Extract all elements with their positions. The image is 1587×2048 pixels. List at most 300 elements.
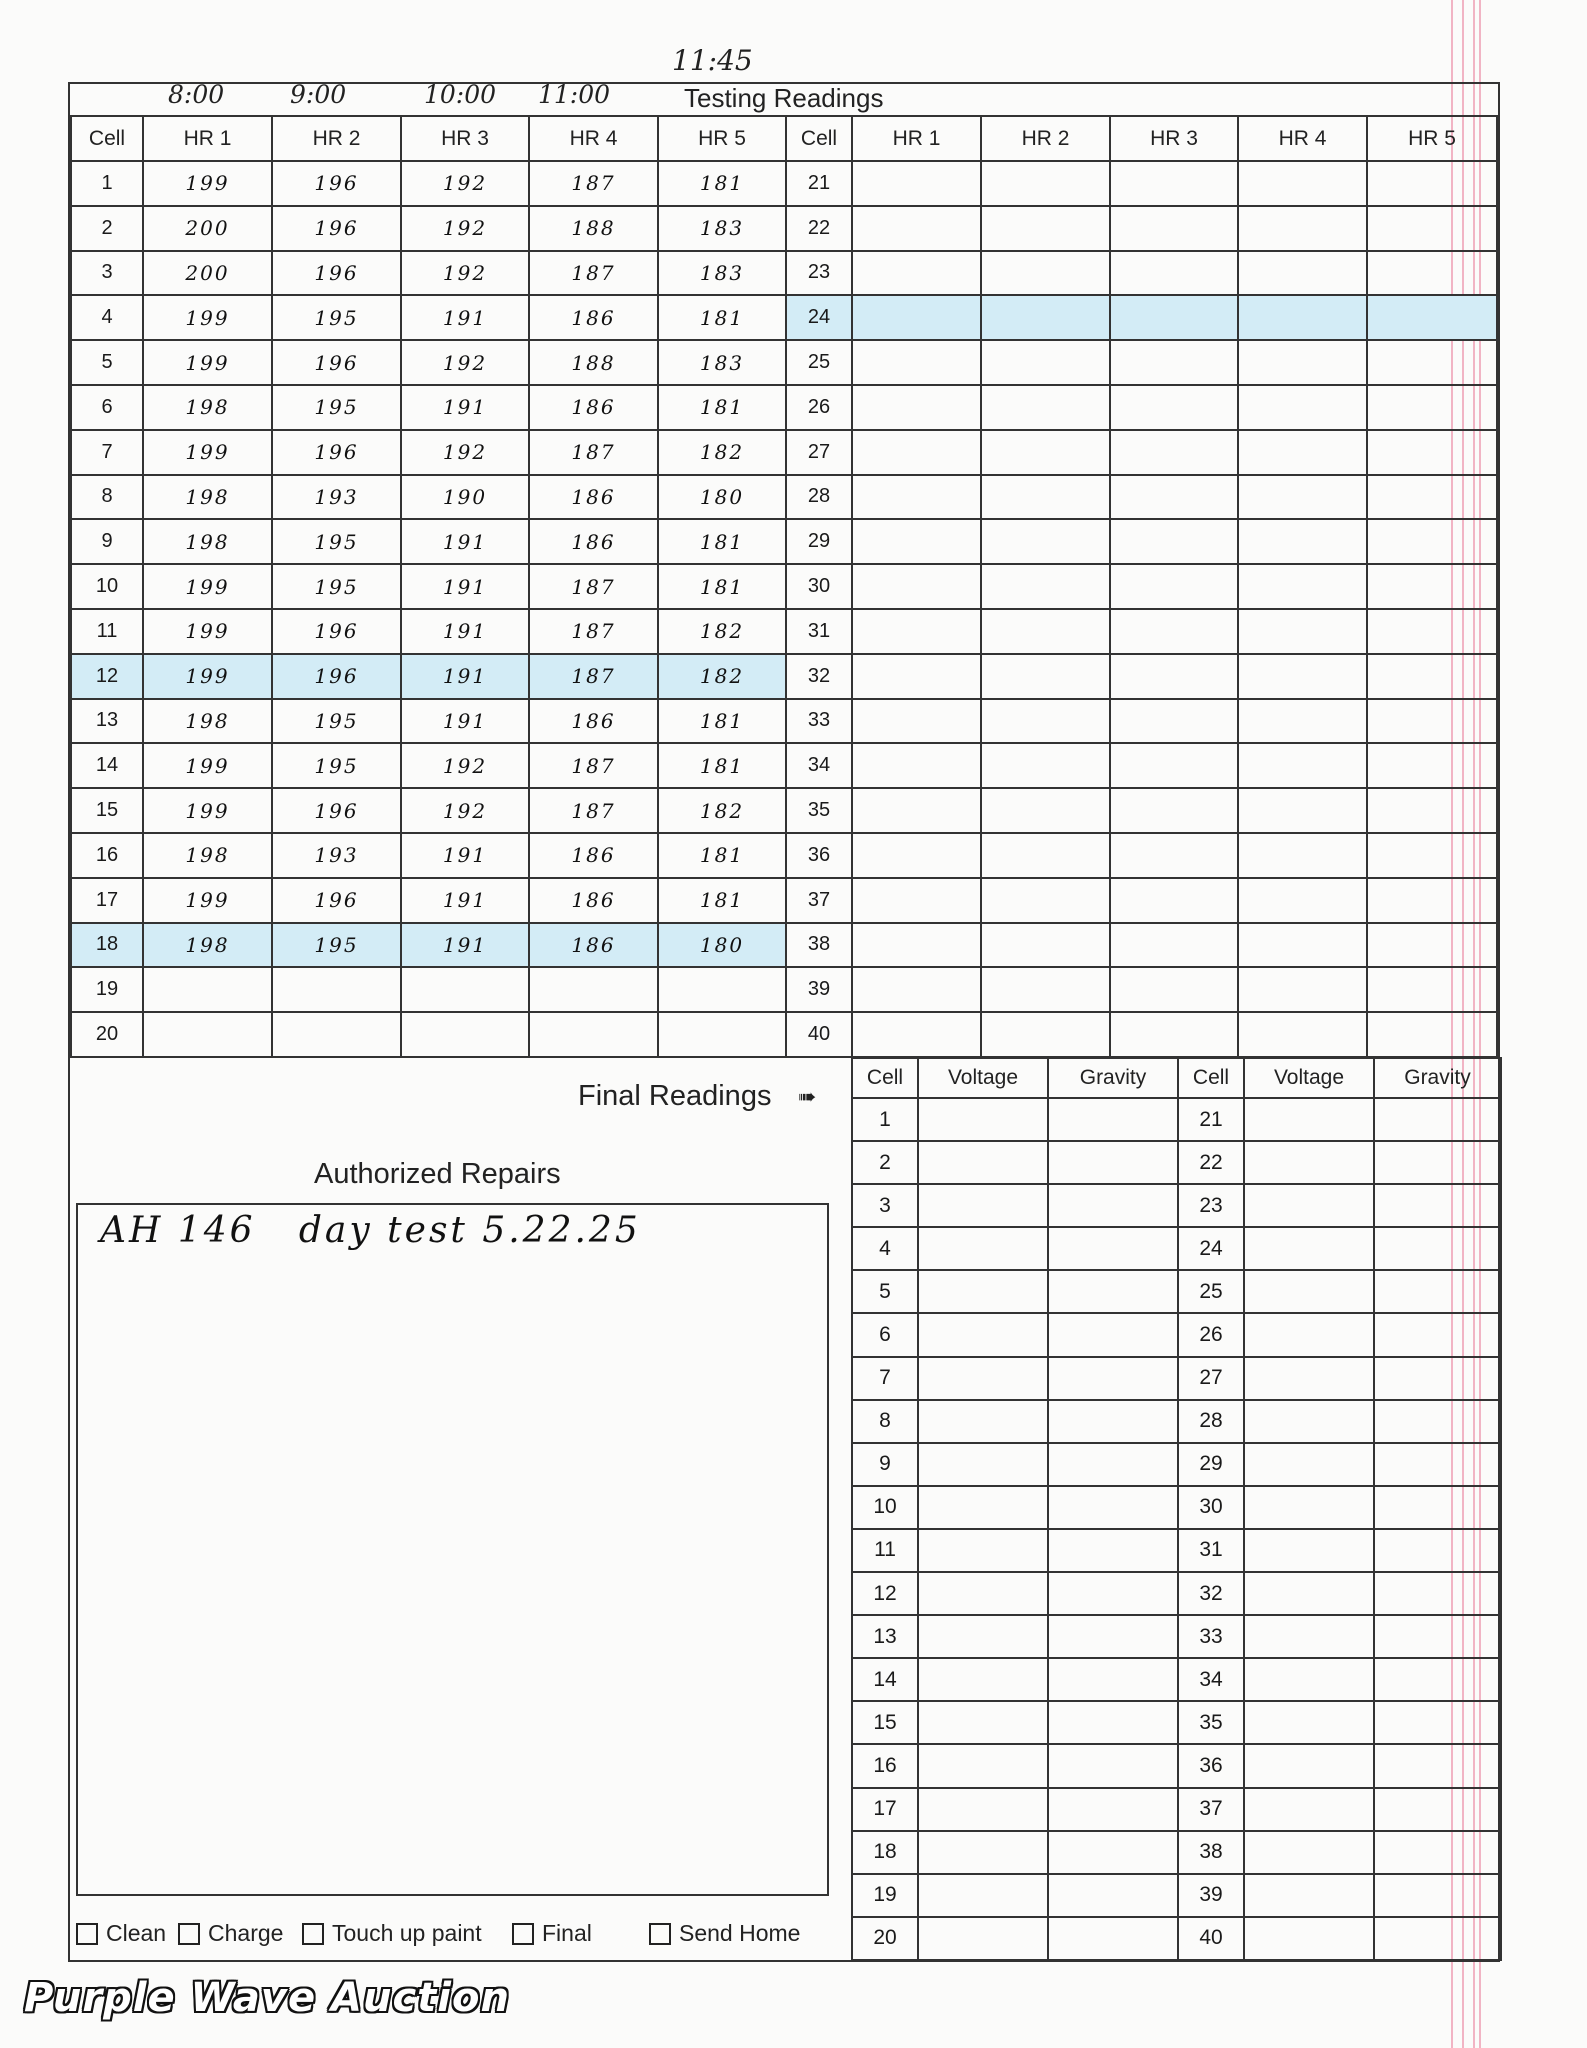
reading-cell-empty [1238,519,1367,564]
header-cell: Cell [71,116,143,161]
reading-cell-empty [852,430,981,475]
reading-cell: 199 [143,743,272,788]
reading-cell-empty [852,564,981,609]
reading-cell: 191 [401,833,529,878]
final-value-empty [1244,1529,1374,1572]
testing-row [71,1012,1497,1057]
cell-number: 32 [1178,1572,1244,1615]
repairs-box[interactable] [76,1203,829,1896]
cell-number: 15 [852,1701,918,1744]
final-value-empty [918,1443,1048,1486]
cell-number: 11 [852,1529,918,1572]
reading-cell-empty [981,1012,1110,1057]
final-value-empty [1374,1270,1501,1313]
final-value-empty [1244,1572,1374,1615]
final-value-empty [1244,1227,1374,1270]
cell-number: 6 [852,1313,918,1356]
final-value-empty [1048,1313,1178,1356]
reading-cell-empty [1238,878,1367,923]
reading-cell: 196 [272,788,401,833]
final-value-empty [1374,1831,1501,1874]
checkbox-icon[interactable] [649,1923,671,1945]
reading-cell: 199 [143,564,272,609]
reading-cell: 182 [658,609,786,654]
header-hr5: HR 5 [658,116,786,161]
final-value-empty [1244,1831,1374,1874]
reading-cell: 196 [272,340,401,385]
reading-cell: 181 [658,161,786,206]
reading-cell: 191 [401,923,529,968]
reading-cell-empty [1367,519,1497,564]
cell-number: 26 [786,385,852,430]
reading-cell-empty [981,743,1110,788]
testing-readings-title: Testing Readings [684,83,884,113]
final-value-empty [1244,1744,1374,1787]
reading-cell: 181 [658,385,786,430]
reading-cell [529,1012,658,1057]
cell-number: 33 [786,699,852,744]
reading-cell: 196 [272,654,401,699]
reading-cell: 181 [658,295,786,340]
checkbox-send-home[interactable] [649,1920,800,1947]
cell-number: 29 [786,519,852,564]
reading-cell: 183 [658,206,786,251]
reading-cell: 191 [401,295,529,340]
testing-row [71,161,1497,206]
testing-row [71,967,1497,1012]
cell-number: 23 [786,251,852,296]
testing-row [71,609,1497,654]
cell-number: 17 [852,1788,918,1831]
reading-cell-empty [1238,340,1367,385]
cell-number: 39 [1178,1874,1244,1917]
reading-cell-empty [852,743,981,788]
cell-number: 4 [71,295,143,340]
reading-cell: 192 [401,161,529,206]
reading-cell-empty [1367,699,1497,744]
reading-cell: 181 [658,833,786,878]
checkbox-label: Send Home [679,1920,801,1946]
reading-cell: 198 [143,699,272,744]
reading-cell: 186 [529,519,658,564]
reading-cell: 192 [401,251,529,296]
reading-cell: 186 [529,475,658,520]
reading-cell: 200 [143,251,272,296]
reading-cell-empty [1110,788,1238,833]
reading-cell-empty [852,385,981,430]
cell-number: 4 [852,1227,918,1270]
header-hr5-2: HR 5 [1367,116,1497,161]
cell-number: 34 [786,743,852,788]
final-value-empty [1244,1788,1374,1831]
final-row [852,1788,1501,1831]
reading-cell: 187 [529,251,658,296]
final-row [852,1917,1501,1960]
reading-cell: 183 [658,251,786,296]
reading-cell-empty [852,295,981,340]
final-row [852,1572,1501,1615]
cell-number: 19 [71,967,143,1012]
checkbox-charge[interactable] [178,1920,283,1947]
reading-cell-empty [1110,699,1238,744]
reading-cell-empty [1238,564,1367,609]
cell-number: 23 [1178,1184,1244,1227]
cell-number: 22 [786,206,852,251]
reading-cell-empty [1110,967,1238,1012]
final-header-cell-2: Cell [1178,1058,1244,1098]
reading-cell-empty [852,654,981,699]
cell-number: 16 [71,833,143,878]
reading-cell-empty [1110,654,1238,699]
cell-number: 10 [71,564,143,609]
final-value-empty [1244,1701,1374,1744]
final-value-empty [1244,1141,1374,1184]
reading-cell-empty [1367,788,1497,833]
reading-cell-empty [1238,161,1367,206]
final-row [852,1615,1501,1658]
header-hr2-2: HR 2 [981,116,1110,161]
reading-cell: 199 [143,340,272,385]
cell-number: 22 [1178,1141,1244,1184]
reading-cell [272,1012,401,1057]
cell-number: 1 [852,1098,918,1141]
reading-cell-empty [981,699,1110,744]
reading-cell-empty [1238,1012,1367,1057]
final-row [852,1098,1501,1141]
final-value-empty [1048,1270,1178,1313]
reading-cell: 181 [658,564,786,609]
final-value-empty [918,1701,1048,1744]
reading-cell: 188 [529,206,658,251]
final-value-empty [918,1572,1048,1615]
final-value-empty [1048,1400,1178,1443]
reading-cell: 181 [658,878,786,923]
reading-cell: 195 [272,699,401,744]
final-value-empty [918,1615,1048,1658]
final-value-empty [1048,1443,1178,1486]
reading-cell: 193 [272,475,401,520]
reading-cell-empty [1367,161,1497,206]
time-hr2: 9:00 [290,80,347,109]
reading-cell-empty [1110,251,1238,296]
reading-cell-empty [1238,654,1367,699]
final-value-empty [1048,1098,1178,1141]
cell-number: 21 [786,161,852,206]
cell-number: 5 [71,340,143,385]
reading-cell: 199 [143,430,272,475]
reading-cell: 186 [529,923,658,968]
reading-cell: 200 [143,206,272,251]
cell-number: 38 [786,923,852,968]
reading-cell-empty [1367,878,1497,923]
final-value-empty [918,1831,1048,1874]
reading-cell: 191 [401,654,529,699]
reading-cell: 191 [401,699,529,744]
testing-row [71,923,1497,968]
reading-cell-empty [1367,295,1497,340]
cell-number: 27 [1178,1357,1244,1400]
reading-cell: 191 [401,385,529,430]
testing-row [71,788,1497,833]
reading-cell-empty [981,923,1110,968]
cell-number: 37 [1178,1788,1244,1831]
cell-number: 39 [786,967,852,1012]
reading-cell-empty [981,609,1110,654]
reading-cell-empty [1110,833,1238,878]
reading-cell: 196 [272,878,401,923]
reading-cell-empty [1238,475,1367,520]
reading-cell: 182 [658,654,786,699]
reading-cell: 191 [401,519,529,564]
final-value-empty [1374,1227,1501,1270]
final-value-empty [1374,1357,1501,1400]
final-row [852,1658,1501,1701]
checkbox-icon[interactable] [178,1923,200,1945]
reading-cell-empty [981,340,1110,385]
testing-row [71,295,1497,340]
cell-number: 35 [1178,1701,1244,1744]
checkbox-label: Charge [208,1920,284,1946]
final-value-empty [1244,1357,1374,1400]
final-value-empty [1048,1141,1178,1184]
reading-cell-empty [1367,475,1497,520]
reading-cell-empty [981,564,1110,609]
reading-cell-empty [1238,923,1367,968]
final-row [852,1227,1501,1270]
checkbox-final[interactable] [512,1920,592,1947]
reading-cell-empty [1238,743,1367,788]
reading-cell-empty [1238,251,1367,296]
cell-number: 11 [71,609,143,654]
reading-cell: 192 [401,430,529,475]
final-header-voltage-2: Voltage [1244,1058,1374,1098]
reading-cell: 186 [529,878,658,923]
reading-cell: 192 [401,743,529,788]
cell-number: 14 [852,1658,918,1701]
cell-number: 3 [71,251,143,296]
final-value-empty [1244,1400,1374,1443]
final-value-empty [918,1788,1048,1831]
reading-cell: 196 [272,206,401,251]
testing-row [71,430,1497,475]
final-value-empty [918,1357,1048,1400]
final-value-empty [1244,1443,1374,1486]
reading-cell [658,1012,786,1057]
checkbox-touch-up-paint[interactable] [302,1920,482,1947]
reading-cell-empty [981,878,1110,923]
cell-number: 18 [852,1831,918,1874]
cell-number: 12 [71,654,143,699]
reading-cell-empty [1238,788,1367,833]
cell-number: 32 [786,654,852,699]
cell-number: 31 [1178,1529,1244,1572]
reading-cell-empty [981,385,1110,430]
reading-cell: 199 [143,295,272,340]
reading-cell-empty [852,161,981,206]
reading-cell-empty [1367,251,1497,296]
testing-row [71,564,1497,609]
checkbox-label: Clean [106,1920,167,1946]
reading-cell-empty [1367,340,1497,385]
final-value-empty [1048,1227,1178,1270]
final-value-empty [918,1400,1048,1443]
reading-cell: 192 [401,206,529,251]
final-row [852,1486,1501,1529]
reading-cell: 199 [143,878,272,923]
final-value-empty [1374,1313,1501,1356]
cell-number: 8 [71,475,143,520]
reading-cell-empty [981,206,1110,251]
cell-number: 13 [852,1615,918,1658]
reading-cell-empty [852,519,981,564]
cell-number: 12 [852,1572,918,1615]
reading-cell-empty [852,206,981,251]
testing-row [71,251,1497,296]
final-row [852,1744,1501,1787]
final-value-empty [1244,1486,1374,1529]
reading-cell-empty [1367,206,1497,251]
final-value-empty [918,1227,1048,1270]
reading-cell-empty [981,519,1110,564]
final-value-empty [918,1486,1048,1529]
reading-cell: 187 [529,654,658,699]
reading-cell [658,967,786,1012]
reading-cell-empty [852,923,981,968]
cell-number: 38 [1178,1831,1244,1874]
reading-cell-empty [1367,923,1497,968]
reading-cell-empty [852,1012,981,1057]
final-value-empty [1374,1874,1501,1917]
reading-cell-empty [1110,564,1238,609]
cell-number: 34 [1178,1658,1244,1701]
reading-cell: 188 [529,340,658,385]
reading-cell-empty [852,699,981,744]
testing-header-row [71,116,1497,161]
final-value-empty [1244,1270,1374,1313]
reading-cell-empty [1110,340,1238,385]
header-hr4-2: HR 4 [1238,116,1367,161]
reading-cell-empty [981,833,1110,878]
final-row [852,1529,1501,1572]
final-value-empty [1374,1572,1501,1615]
reading-cell: 198 [143,385,272,430]
reading-cell: 196 [272,430,401,475]
final-value-empty [1048,1917,1178,1960]
reading-cell: 180 [658,475,786,520]
cell-number: 8 [852,1400,918,1443]
cell-number: 19 [852,1874,918,1917]
final-value-empty [1374,1141,1501,1184]
final-header-gravity: Gravity [1048,1058,1178,1098]
header-hr3: HR 3 [401,116,529,161]
final-header-row [852,1058,1501,1098]
reading-cell [529,967,658,1012]
checkbox-clean[interactable] [76,1920,166,1947]
final-header-voltage: Voltage [918,1058,1048,1098]
header-cell-2: Cell [786,116,852,161]
time-hr4: 11:00 [538,80,611,109]
final-value-empty [918,1658,1048,1701]
final-row [852,1313,1501,1356]
testing-row [71,833,1497,878]
reading-cell-empty [1110,519,1238,564]
reading-cell-empty [1110,475,1238,520]
reading-cell-empty [1110,743,1238,788]
final-row [852,1443,1501,1486]
reading-cell: 180 [658,923,786,968]
final-value-empty [1244,1184,1374,1227]
cell-number: 35 [786,788,852,833]
reading-cell-empty [1367,564,1497,609]
cell-number: 31 [786,609,852,654]
header-hr1: HR 1 [143,116,272,161]
reading-cell-empty [1110,923,1238,968]
testing-row [71,385,1497,430]
final-value-empty [918,1270,1048,1313]
final-row [852,1831,1501,1874]
reading-cell-empty [1367,430,1497,475]
reading-cell: 192 [401,788,529,833]
reading-cell-empty [1238,967,1367,1012]
final-row [852,1874,1501,1917]
reading-cell-empty [852,967,981,1012]
final-value-empty [1244,1098,1374,1141]
checkbox-icon[interactable] [76,1923,98,1945]
final-value-empty [918,1917,1048,1960]
cell-number: 36 [1178,1744,1244,1787]
reading-cell-empty [1367,967,1497,1012]
testing-row [71,475,1497,520]
testing-row [71,340,1497,385]
cell-number: 29 [1178,1443,1244,1486]
cell-number: 17 [71,878,143,923]
reading-cell-empty [1110,878,1238,923]
reading-cell-empty [1110,161,1238,206]
final-value-empty [1048,1874,1178,1917]
final-value-empty [1374,1744,1501,1787]
authorized-repairs-title: Authorized Repairs [314,1158,561,1190]
final-value-empty [1244,1917,1374,1960]
final-value-empty [1374,1486,1501,1529]
cell-number: 7 [71,430,143,475]
repairs-note: AH 146 day test 5.22.25 [100,1210,641,1251]
checkbox-icon[interactable] [302,1923,324,1945]
cell-number: 33 [1178,1615,1244,1658]
reading-cell: 196 [272,251,401,296]
final-value-empty [1374,1615,1501,1658]
testing-row [71,743,1497,788]
reading-cell [143,1012,272,1057]
final-value-empty [1048,1744,1178,1787]
final-row [852,1141,1501,1184]
cell-number: 9 [71,519,143,564]
cell-number: 7 [852,1357,918,1400]
checkbox-label: Touch up paint [332,1920,482,1946]
cell-number: 3 [852,1184,918,1227]
checkbox-icon[interactable] [512,1923,534,1945]
reading-cell: 199 [143,161,272,206]
cell-number: 2 [71,206,143,251]
reading-cell: 199 [143,654,272,699]
reading-cell: 182 [658,430,786,475]
testing-readings-table [70,115,1498,1058]
final-readings-title: Final Readings [578,1080,772,1112]
final-value-empty [918,1184,1048,1227]
cell-number: 10 [852,1486,918,1529]
reading-cell: 192 [401,340,529,385]
cell-number: 40 [1178,1917,1244,1960]
cell-number: 24 [1178,1227,1244,1270]
